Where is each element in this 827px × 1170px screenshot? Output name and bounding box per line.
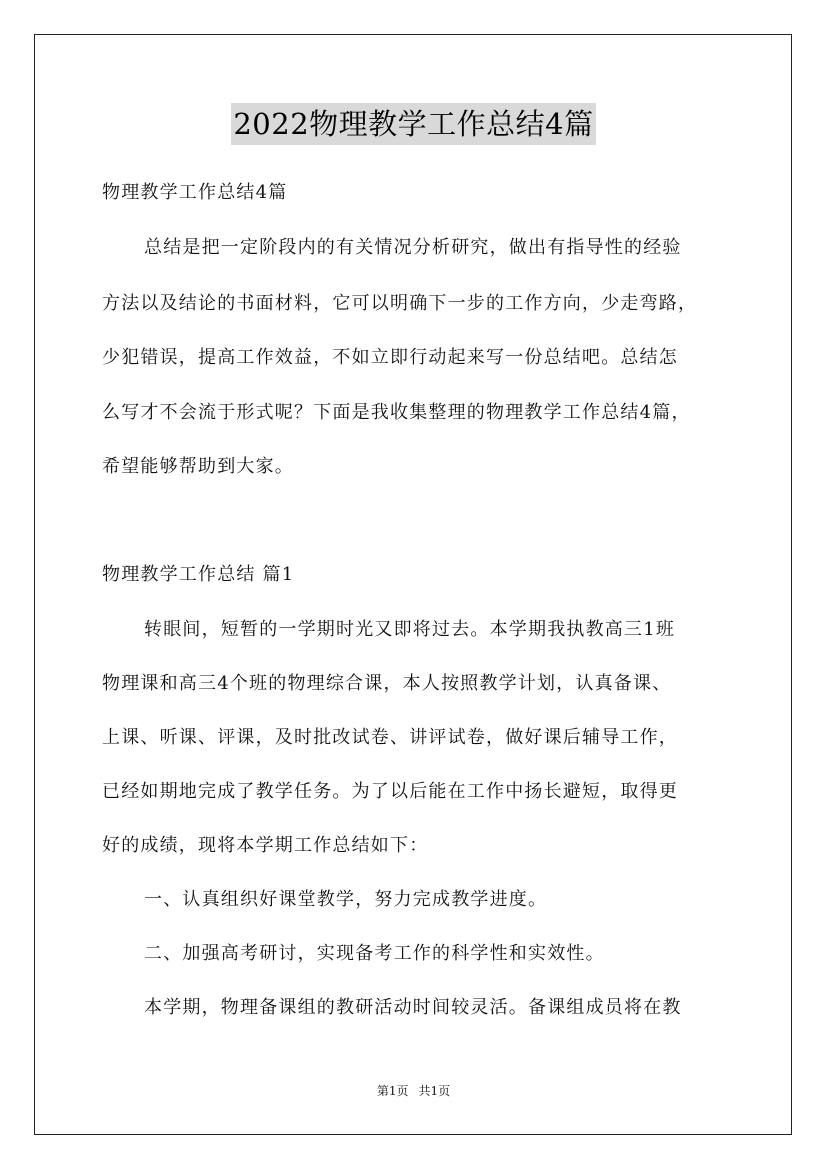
section-line: 二、加强高考研讨，实现备考工作的科学性和实效性。 (144, 943, 605, 964)
document-title: 2022物理教学工作总结4篇 (231, 103, 595, 145)
section-line: 本学期，物理备课组的教研活动时间较灵活。备课组成员将在教 (144, 997, 682, 1018)
intro-line: 少犯错误，提高工作效益，不如立即行动起来写一份总结吧。总结怎 (102, 347, 678, 368)
page-number: 第1页 (376, 1084, 409, 1098)
page-total: 共1页 (418, 1084, 451, 1098)
page-footer (0, 1083, 827, 1099)
document-subtitle: 物理教学工作总结4篇 (102, 182, 288, 203)
title-wrap (0, 103, 827, 145)
section-heading: 物理教学工作总结 篇1 (102, 564, 295, 585)
section-line: 物理课和高三4个班的物理综合课，本人按照教学计划，认真备课、 (102, 673, 672, 694)
section-line: 一、认真组织好课堂教学，努力完成教学进度。 (144, 889, 548, 910)
intro-line: 希望能够帮助到大家。 (102, 456, 294, 477)
intro-line: 方法以及结论的书面材料，它可以明确下一步的工作方向，少走弯路， (102, 293, 698, 314)
section-line: 上课、听课、评课，及时批改试卷、讲评试卷，做好课后辅导工作， (102, 727, 678, 748)
section-line: 已经如期地完成了教学任务。为了以后能在工作中扬长避短，取得更 (102, 781, 678, 802)
section-line: 转眼间，短暂的一学期时光又即将过去。本学期我执教高三1班 (144, 619, 676, 640)
intro-line: 么写才不会流于形式呢？下面是我收集整理的物理教学工作总结4篇， (102, 402, 691, 423)
intro-line: 总结是把一定阶段内的有关情况分析研究，做出有指导性的经验 (144, 237, 682, 258)
section-line: 好的成绩，现将本学期工作总结如下： (102, 835, 429, 856)
